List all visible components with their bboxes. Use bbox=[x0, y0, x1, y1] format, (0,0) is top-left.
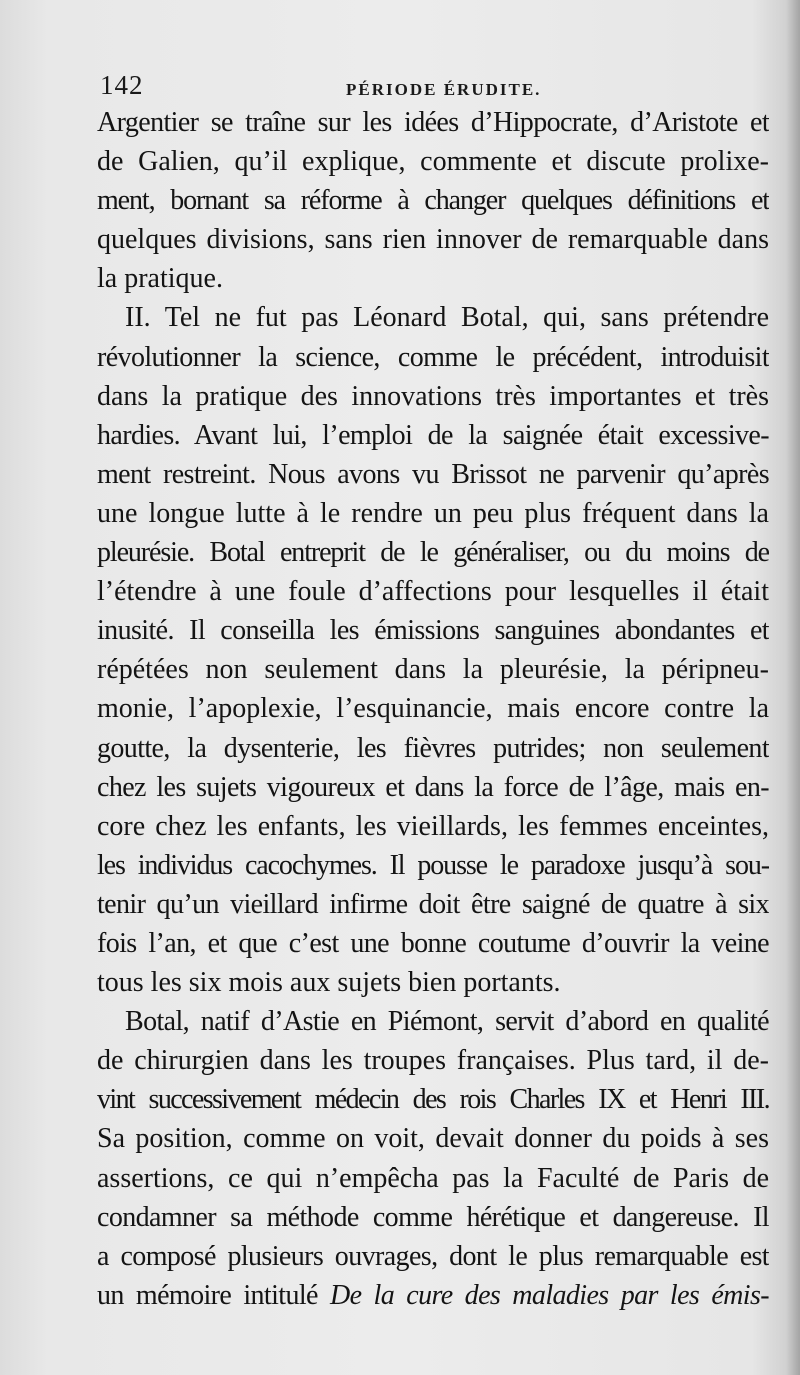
text-line: répétées non seulement dans la pleurésie, la péripneu- bbox=[97, 654, 769, 686]
text-line: monie, l’apoplexie, l’esquinancie, mais encore contre la bbox=[97, 693, 769, 725]
text-line: goutte, la dysenterie, les fièvres putrides; non seulement bbox=[97, 732, 769, 764]
page-edge-shadow bbox=[786, 0, 800, 1375]
text-line: révolutionner la science, comme le précédent, introduisit bbox=[97, 341, 769, 373]
text-line: condamner sa méthode comme hérétique et dangereuse. Il bbox=[97, 1201, 769, 1233]
text-line: la pratique. bbox=[97, 263, 223, 295]
text-line: core chez les enfants, les vieillards, les femmes enceintes, bbox=[97, 810, 769, 842]
text-line: a composé plusieurs ouvrages, dont le plus remarquable est bbox=[97, 1240, 769, 1272]
text-line: Argentier se traîne sur les idées d’Hippocrate, d’Aristote et bbox=[97, 107, 769, 138]
page-number: 142 bbox=[100, 70, 144, 100]
text-line: ment restreint. Nous avons vu Brissot ne parvenir qu’après bbox=[97, 458, 769, 490]
running-head: PÉRIODE ÉRUDITE. bbox=[346, 80, 542, 99]
text-line: tenir qu’un vieillard infirme doit être saigné de quatre à six bbox=[97, 888, 769, 920]
text-line: tous les six mois aux sujets bien portants. bbox=[97, 967, 561, 999]
final-text-line bbox=[97, 1276, 769, 1315]
text-line: de Galien, qu’il explique, commente et discute prolixe- bbox=[97, 146, 769, 178]
text-line: fois l’an, et que c’est une bonne coutume d’ouvrir la veine bbox=[97, 927, 769, 959]
text-line: une longue lutte à le rendre un peu plus fréquent dans la bbox=[97, 497, 769, 529]
text-line: quelques divisions, sans rien innover de remarquable dans bbox=[97, 224, 769, 256]
text-line: pleurésie. Botal entreprit de le généraliser, ou du moins de bbox=[97, 537, 769, 569]
body-text bbox=[97, 103, 769, 1315]
text-line: les individus cacochymes. Il pousse le paradoxe jusqu’à sou- bbox=[97, 849, 769, 881]
italic-title-fragment: De la cure des maladies par les émis- bbox=[329, 1279, 769, 1311]
page-header bbox=[100, 70, 760, 106]
text-line: dans la pratique des innovations très importantes et très bbox=[97, 380, 769, 412]
text-line: vint successivement médecin des rois Charles IX et Henri III. bbox=[97, 1084, 769, 1116]
final-line-start: un mémoire intitulé bbox=[97, 1279, 330, 1311]
text-line: ment, bornant sa réforme à changer quelques définitions et bbox=[97, 185, 769, 217]
text-line: l’étendre à une foule d’affections pour lesquelles il était bbox=[97, 576, 769, 608]
paragraph-start-line: II. Tel ne fut pas Léonard Botal, qui, sans prétendre bbox=[125, 302, 769, 334]
text-line: hardies. Avant lui, l’emploi de la saignée était excessive- bbox=[97, 419, 769, 451]
text-line: Sa position, comme on voit, devait donner du poids à ses bbox=[97, 1123, 769, 1155]
text-line: assertions, ce qui n’empêcha pas la Faculté de Paris de bbox=[97, 1162, 769, 1194]
paragraph-start-line: Botal, natif d’Astie en Piémont, servit d’abord en qualité bbox=[125, 1006, 769, 1038]
text-line: inusité. Il conseilla les émissions sanguines abondantes et bbox=[97, 615, 769, 647]
text-line: chez les sujets vigoureux et dans la force de l’âge, mais en- bbox=[97, 771, 769, 803]
text-line: de chirurgien dans les troupes françaises. Plus tard, il de- bbox=[97, 1045, 769, 1077]
